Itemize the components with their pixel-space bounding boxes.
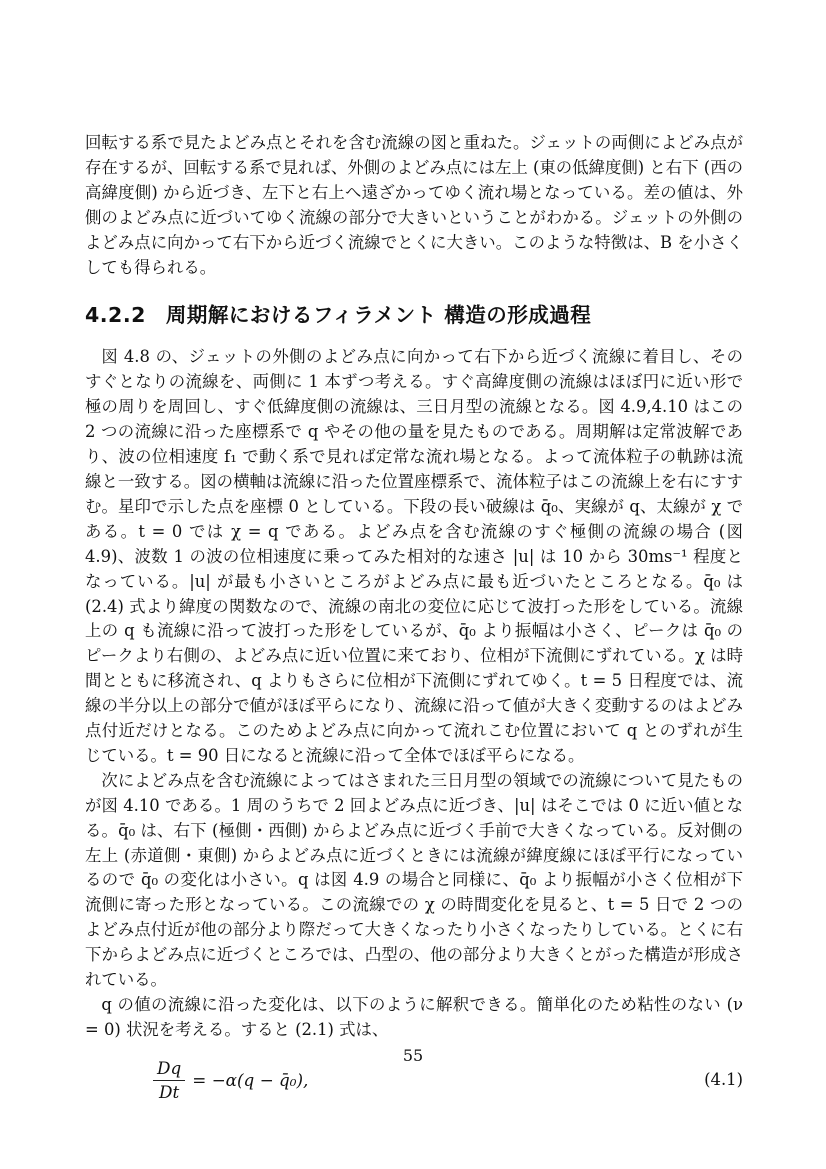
section-heading bbox=[85, 301, 743, 329]
equation-body bbox=[153, 1059, 308, 1103]
paragraph-crescent-region: 次によどみ点を含む流線によってはさまれた三日月型の領域での流線について見たものが図 4.10 である。1 周のうちで 2 回よどみ点に近づき、|u| はそこでは 0 に近い値となる。q̄₀ は、右下 (極側・西側) からよどみ点に近づく手前で大きくなっている。反対側の左上 (赤道側・東側) からよどみ点に近づくときには流線が緯度線にほぼ平行になっているので q̄₀ の変化は小さい。q は図 4.9 の場合と同様に、q̄₀ より振幅が小さく位相が下流側に寄った形となっている。この流線での χ の時間変化を見ると、t = 5 日で 2 つのよどみ点付近が他の部分より際だって大きくなったり小さくなったりしている。とくに右下からよどみ点に近づくところでは、凸型の、他の部分より大きくとがった構造が形成されている。 bbox=[85, 770, 743, 990]
section-title: 周期解におけるフィラメント 構造の形成過程 bbox=[165, 303, 592, 328]
equation-4-1 bbox=[85, 1059, 743, 1103]
equation-rhs: = −α(q − q̄₀), bbox=[192, 1069, 309, 1090]
paragraph-filament-streamline: 図 4.8 の、ジェットの外側のよどみ点に向かって右下から近づく流線に着目し、そのすぐとなりの流線を、両側に 1 本ずつ考える。すぐ高緯度側の流線はほぼ円に近い形で極の周りを周回し、すぐ低緯度側の流線は、三日月型の流線となる。図 4.9,4.10 はこの 2 つの流線に沿った座標系で q やその他の量を見たものである。周期解は定常波解であり、波の位相速度 f₁ で動く系で見れば定常な流れ場となる。よって流体粒子の軌跡は流線と一致する。図の横軸は流線に沿った位置座標系で、流体粒子はこの流線上を右にすすむ。星印で示した点を座標 0 としている。下段の長い破線は q̄₀、実線が q、太線が χ である。t = 0 では χ = q である。よどみ点を含む流線のすぐ極側の流線の場合 (図 4.9)、波数 1 の波の位相速度に乗ってみた相対的な速さ |u| は 10 から 30ms⁻¹ 程度となっている。|u| が最も小さいところがよどみ点に最も近づいたところとなる。q̄₀ は (2.4) 式より緯度の関数なので、流線の南北の変位に応じて波打った形をしている。流線上の q も流線に沿って波打った形をしているが、q̄₀ より振幅は小さく、ピークは q̄₀ のピークより右側の、よどみ点に近い位置に来ており、位相が下流側にずれている。χ は時間とともに移流され、q よりもさらに位相が下流側にずれてゆく。t = 5 日程度では、流線の半分以上の部分で値がほぼ平らになり、流線に沿って値が大きく変動するのはよどみ点付近だけとなる。このためよどみ点に向かって流れこむ位置において q とのずれが生じている。t = 90 日になると流線に沿って全体でほぼ平らになる。 bbox=[85, 347, 743, 765]
equation-fraction bbox=[153, 1059, 185, 1103]
page-number: 55 bbox=[402, 1046, 424, 1065]
equation-numerator: Dq bbox=[153, 1059, 185, 1081]
paragraph-continuation: 回転する系で見たよどみ点とそれを含む流線の図と重ねた。ジェットの両側によどみ点が存在するが、回転する系で見れば、外側のよどみ点には左上 (東の低緯度側) と右下 (西の高緯度側) から近づき、左下と右上へ遠ざかってゆく流れ場となっている。差の値は、外側のよどみ点に近づいてゆく流線の部分で大きいということがわかる。ジェットの外側のよどみ点に向かって右下から近づく流線でとくに大きい。このような特徴は、B を小さくしても得られる。 bbox=[85, 133, 743, 277]
equation-number: (4.1) bbox=[704, 1070, 743, 1090]
equation-denominator: Dt bbox=[159, 1082, 180, 1103]
section-number: 4.2.2 bbox=[85, 303, 146, 328]
text-block bbox=[85, 131, 743, 1102]
paragraph-interpretation: q の値の流線に沿った変化は、以下のように解釈できる。簡単化のため粘性のない (ν = 0) 状況を考える。すると (2.1) 式は、 bbox=[85, 995, 743, 1039]
